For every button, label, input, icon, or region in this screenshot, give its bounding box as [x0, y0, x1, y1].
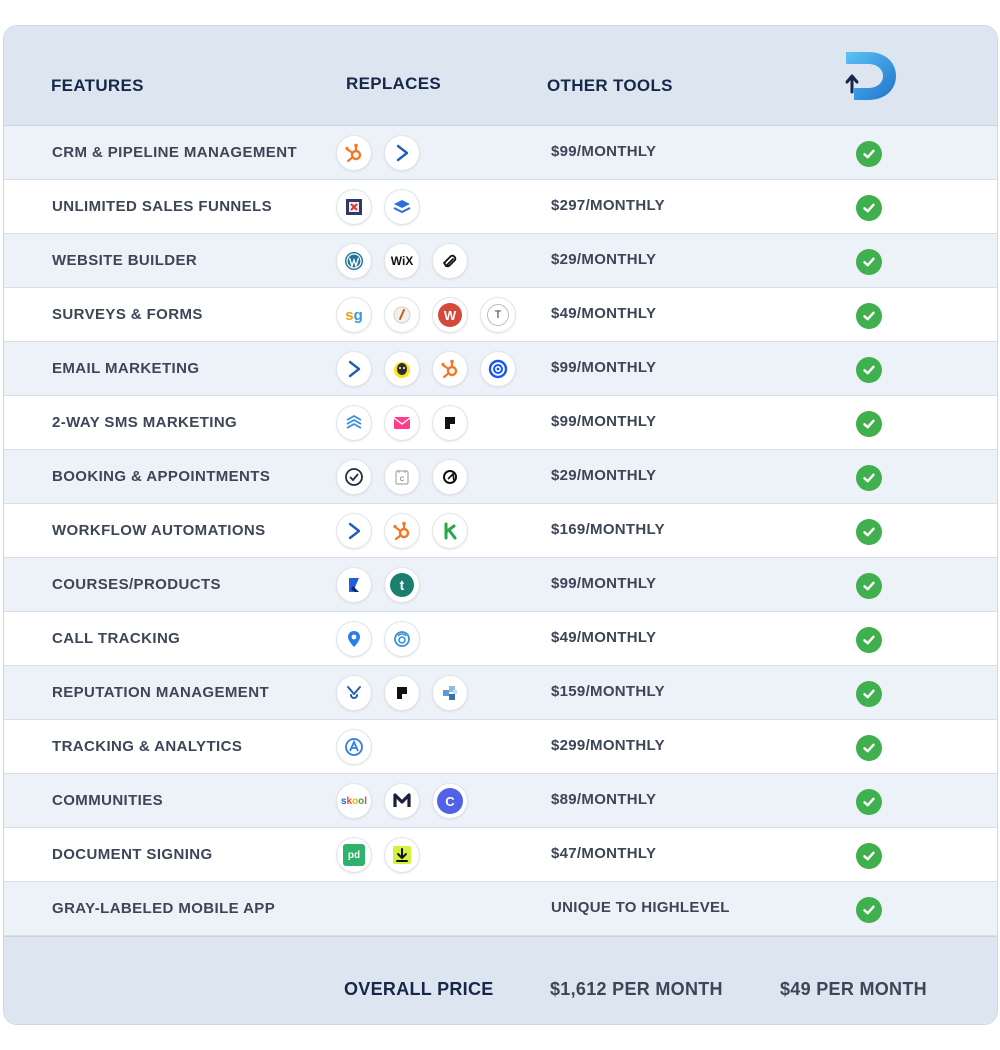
hubspot-icon: [336, 135, 372, 171]
skool-icon: skool: [336, 783, 372, 819]
other-tools-price: $99/MONTHLY: [551, 413, 657, 430]
table-footer: [4, 936, 997, 1025]
check-icon: [856, 465, 882, 491]
feature-name: WEBSITE BUILDER: [52, 252, 198, 269]
textedly-icon: [336, 405, 372, 441]
activecampaign-icon: [336, 351, 372, 387]
docusign-icon: [384, 837, 420, 873]
other-tools-price: $299/MONTHLY: [551, 737, 665, 754]
feature-name: CALL TRACKING: [52, 630, 181, 647]
replaced-tools: [336, 135, 420, 171]
wix-icon: WiX: [384, 243, 420, 279]
calendly-icon: [384, 459, 420, 495]
table-row: [4, 126, 997, 180]
svg-text:C: C: [399, 477, 405, 483]
wordpress-icon: [336, 243, 372, 279]
replaced-tools: [336, 351, 516, 387]
brand-logo-icon: [840, 48, 900, 104]
kajabi-icon: [336, 567, 372, 603]
mailchimp-icon: [384, 351, 420, 387]
other-tools-price: UNIQUE TO HIGHLEVEL: [551, 899, 730, 916]
other-tools-price: $99/MONTHLY: [551, 359, 657, 376]
teachable-icon: t: [384, 567, 420, 603]
comparison-table: [3, 25, 998, 1025]
table-row: [4, 288, 997, 342]
feature-name: COURSES/PRODUCTS: [52, 576, 221, 593]
check-icon: [856, 735, 882, 761]
replaced-tools: [336, 405, 468, 441]
surveymonkey-icon: [384, 297, 420, 333]
check-icon: [856, 627, 882, 653]
table-row: [4, 720, 997, 774]
check-icon: [856, 843, 882, 869]
table-row: [4, 828, 997, 882]
check-icon: [856, 195, 882, 221]
other-tools-price: $89/MONTHLY: [551, 791, 657, 808]
table-row: [4, 882, 997, 936]
other-tools-column-header: OTHER TOOLS: [547, 76, 673, 95]
feature-name: TRACKING & ANALYTICS: [52, 738, 243, 755]
keap-icon: [432, 513, 468, 549]
calltrackingmetrics-icon: [384, 621, 420, 657]
feature-name: REPUTATION MANAGEMENT: [52, 684, 270, 701]
circle-icon: C: [432, 783, 468, 819]
appointlet-icon: [432, 459, 468, 495]
other-tools-price: $297/MONTHLY: [551, 197, 665, 214]
table-row: [4, 558, 997, 612]
surveygizmo-icon: s g: [336, 297, 372, 333]
feature-name: UNLIMITED SALES FUNNELS: [52, 198, 273, 215]
check-icon: [856, 681, 882, 707]
feature-name: EMAIL MARKETING: [52, 360, 200, 377]
simpletexting-icon: [384, 405, 420, 441]
feature-name: GRAY-LABELED MOBILE APP: [52, 900, 276, 917]
feature-name: BOOKING & APPOINTMENTS: [52, 468, 271, 485]
other-tools-price: $49/MONTHLY: [551, 305, 657, 322]
table-row: [4, 612, 997, 666]
our-total: $49 PER MONTH: [780, 979, 927, 999]
birdeye-icon: [336, 675, 372, 711]
table-row: [4, 666, 997, 720]
other-tools-price: $99/MONTHLY: [551, 575, 657, 592]
check-icon: [856, 141, 882, 167]
table-header: [4, 26, 997, 126]
other-tools-price: $169/MONTHLY: [551, 521, 665, 538]
replaced-tools: [336, 243, 468, 279]
hubspot-icon: [384, 513, 420, 549]
other-tools-price: $29/MONTHLY: [551, 251, 657, 268]
table-row: [4, 180, 997, 234]
typeform-icon: T: [480, 297, 516, 333]
trustpilot-icon: [432, 675, 468, 711]
podium-icon: [432, 405, 468, 441]
leadpages-icon: [384, 189, 420, 225]
other-tools-price: $49/MONTHLY: [551, 629, 657, 646]
hubspot-icon: [432, 351, 468, 387]
feature-name: CRM & PIPELINE MANAGEMENT: [52, 144, 298, 161]
constantcontact-icon: [480, 351, 516, 387]
activecampaign-icon: [384, 135, 420, 171]
check-icon: [856, 303, 882, 329]
replaced-tools: [336, 513, 468, 549]
replaced-tools: [336, 675, 468, 711]
check-icon: [856, 897, 882, 923]
replaced-tools: [336, 837, 420, 873]
check-icon: [856, 249, 882, 275]
activecampaign-icon: [336, 513, 372, 549]
feature-name: 2-WAY SMS MARKETING: [52, 414, 238, 431]
callrail-icon: [336, 621, 372, 657]
table-row: [4, 234, 997, 288]
replaced-tools: [336, 297, 516, 333]
check-icon: [856, 573, 882, 599]
pandadoc-icon: pd: [336, 837, 372, 873]
replaced-tools: [336, 783, 468, 819]
acuity-icon: [336, 459, 372, 495]
replaced-tools: [336, 567, 420, 603]
feature-name: WORKFLOW AUTOMATIONS: [52, 522, 266, 539]
feature-name: SURVEYS & FORMS: [52, 306, 203, 323]
replaced-tools: [336, 729, 372, 765]
table-row: [4, 450, 997, 504]
check-icon: [856, 789, 882, 815]
features-column-header: FEATURES: [51, 76, 144, 95]
table-row: [4, 342, 997, 396]
check-icon: [856, 519, 882, 545]
analytics-icon: [336, 729, 372, 765]
other-tools-price: $99/MONTHLY: [551, 143, 657, 160]
table-row: [4, 396, 997, 450]
feature-name: COMMUNITIES: [52, 792, 164, 809]
wufoo-icon: W: [432, 297, 468, 333]
table-row: [4, 774, 997, 828]
mighty-networks-icon: [384, 783, 420, 819]
squarespace-icon: [432, 243, 468, 279]
other-tools-price: $159/MONTHLY: [551, 683, 665, 700]
other-tools-total: $1,612 PER MONTH: [550, 979, 723, 999]
clickfunnels-icon: [336, 189, 372, 225]
other-tools-price: $29/MONTHLY: [551, 467, 657, 484]
podium-icon: [384, 675, 420, 711]
replaced-tools: [336, 189, 420, 225]
other-tools-price: $47/MONTHLY: [551, 845, 657, 862]
table-row: [4, 504, 997, 558]
replaces-column-header: REPLACES: [346, 74, 441, 93]
replaced-tools: [336, 459, 468, 495]
feature-name: DOCUMENT SIGNING: [52, 846, 213, 863]
replaced-tools: [336, 621, 420, 657]
overall-price-label: OVERALL PRICE: [344, 979, 494, 999]
check-icon: [856, 411, 882, 437]
check-icon: [856, 357, 882, 383]
